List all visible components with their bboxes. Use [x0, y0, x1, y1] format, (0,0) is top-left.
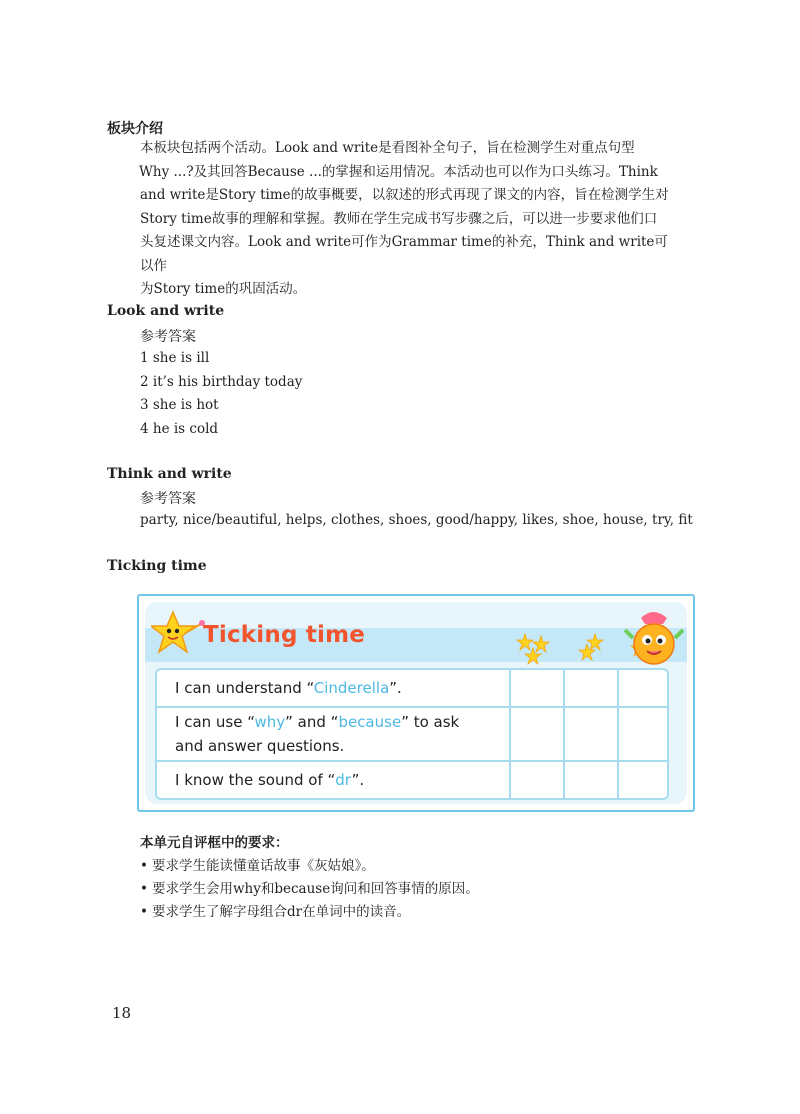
- list-item: • 要求学生会用why和because询问和回答事情的原因。: [140, 878, 479, 901]
- list-item: 1 she is ill: [140, 350, 210, 366]
- star-mascot-icon: [151, 610, 207, 658]
- table-row: [157, 708, 667, 762]
- self-assessment-table: [155, 668, 669, 800]
- statement-sound-dr: I know the sound of “dr”.: [175, 771, 365, 789]
- intro-line: and write是Story time的故事概要，以叙述的形式再现了课文的内容，旨在检测学生对: [140, 187, 669, 203]
- list-item: 2 it’s his birthday today: [140, 373, 303, 390]
- panel-title: Ticking time: [203, 622, 366, 648]
- tick-column-divider: [617, 670, 619, 798]
- statement-understand: I can understand “Cinderella”.: [175, 679, 402, 697]
- panel-background: [145, 602, 687, 804]
- intro-line: Story time故事的理解和掌握。教师在学生完成书写步骤之后，可以进一步要求他们口: [140, 210, 658, 227]
- intro-line: 本板块包括两个活动。Look and write是看图补全句子，旨在检测学生对重点句型: [140, 140, 635, 156]
- intro-line: 为Story time的巩固活动。: [140, 281, 307, 297]
- intro-line: 头复述课文内容。Look and write可作为Grammar time的补充，Think and write可以作: [140, 234, 668, 274]
- statement-use-why-because: I can use “why” and “because” to ask and answer questions.: [175, 713, 460, 755]
- page-number: 18: [112, 1004, 132, 1022]
- list-item: • 要求学生了解字母组合dr在单词中的读音。: [140, 901, 479, 924]
- requirements-block: [140, 832, 479, 924]
- answer-label: 参考答案: [140, 491, 196, 507]
- tick-column-divider: [563, 670, 565, 798]
- list-item: 4 he is cold: [140, 420, 219, 437]
- ticking-time-panel: [137, 594, 695, 812]
- section-heading-look-write: Look and write: [107, 303, 225, 319]
- requirements-heading: 本单元自评框中的要求：: [140, 835, 289, 851]
- answer-text: party, nice/beautiful, helps, clothes, shoes, good/happy, likes, shoe, house, try, fit: [140, 512, 693, 528]
- intro-line: Why ...?及其回答Because ...的掌握和运用情况。本活动也可以作为口头练习。Think: [139, 163, 658, 180]
- section-heading-intro: 板块介绍: [107, 121, 163, 137]
- section-heading-think-write: Think and write: [107, 466, 232, 482]
- list-item: 3 she is hot: [140, 397, 219, 413]
- table-row: [157, 670, 667, 708]
- list-item: • 要求学生能读懂童话故事《灰姑娘》。: [140, 855, 479, 878]
- sun-mascot-icon: [623, 608, 685, 672]
- answer-label: 参考答案: [140, 329, 196, 345]
- answer-list: [140, 347, 302, 441]
- intro-paragraph: [140, 137, 670, 302]
- tick-column-divider: [509, 670, 511, 798]
- table-row: [157, 762, 667, 800]
- section-heading-ticking: Ticking time: [107, 558, 207, 574]
